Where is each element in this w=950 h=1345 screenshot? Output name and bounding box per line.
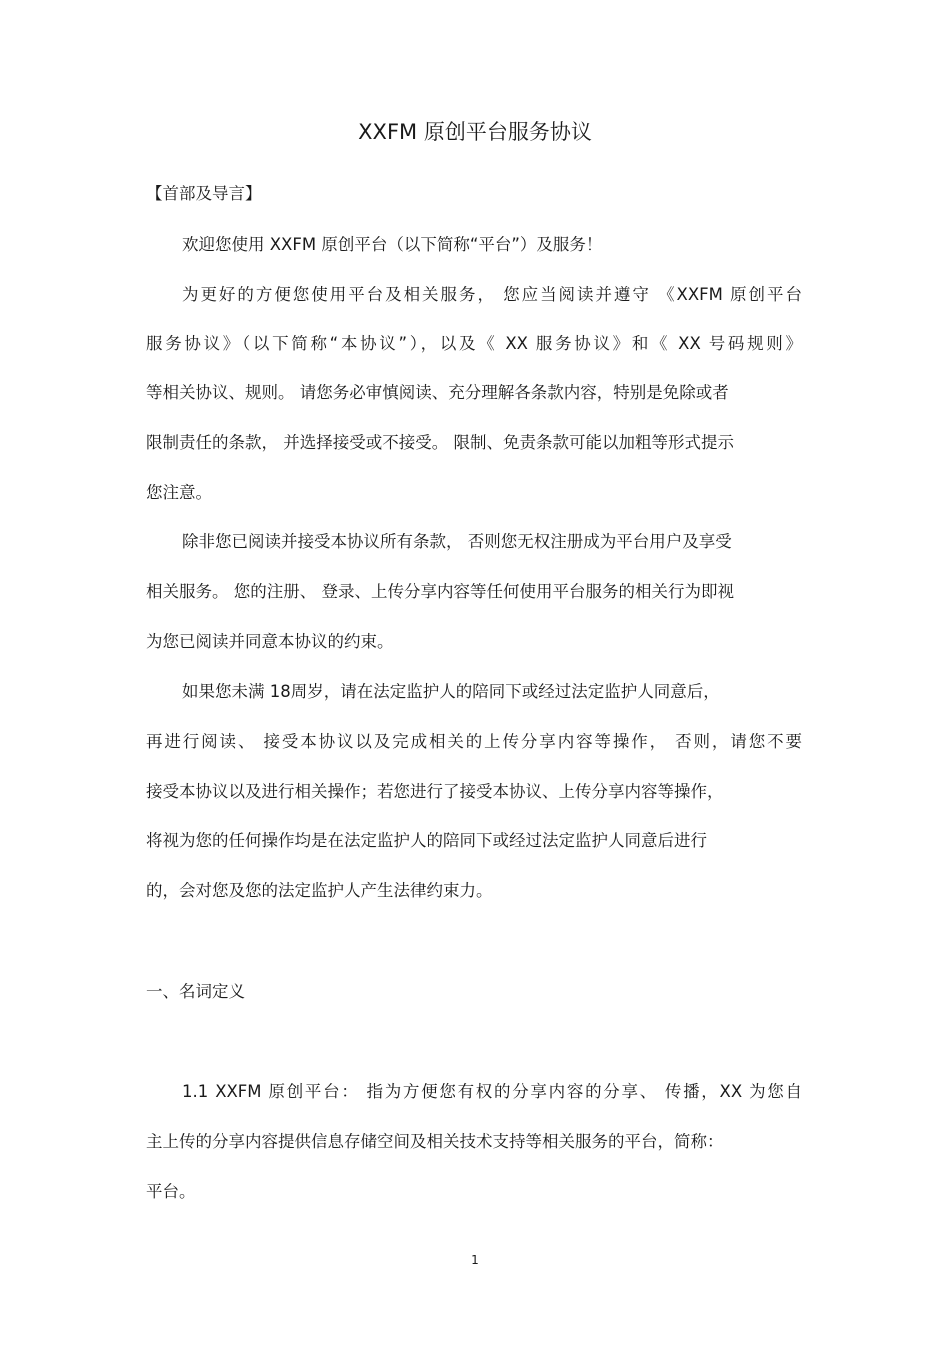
paragraph-line: 相关服务。 您的注册、 登录、上传分享内容等任何使用平台服务的相关行为即视 <box>146 582 734 601</box>
paragraph-line: 您注意。 <box>146 483 212 502</box>
definition-line: 平台。 <box>146 1182 196 1201</box>
paragraph-line: 为更好的方便您使用平台及相关服务， 您应当阅读并遵守 《XXFM 原创平台 <box>182 285 802 304</box>
paragraph-line: 如果您未满 18周岁，请在法定监护人的陪同下或经过法定监护人同意后， <box>182 682 720 701</box>
paragraph-line: 限制责任的条款， 并选择接受或不接受。 限制、免责条款可能以加粗等形式提示 <box>146 433 734 452</box>
definition-line: 主上传的分享内容提供信息存储空间及相关技术支持等相关服务的平台，简称： <box>146 1132 724 1151</box>
paragraph-line: 接受本协议以及进行相关操作；若您进行了接受本协议、上传分享内容等操作， <box>146 782 724 801</box>
paragraph-line: 等相关协议、规则。 请您务必审慎阅读、充分理解各条款内容，特别是免除或者 <box>146 383 729 402</box>
paragraph-line: 再进行阅读、 接受本协议以及完成相关的上传分享内容等操作， 否则，请您不要 <box>146 732 802 751</box>
paragraph-line: 除非您已阅读并接受本协议所有条款， 否则您无权注册成为平台用户及享受 <box>182 532 732 551</box>
paragraph-line: 为您已阅读并同意本协议的约束。 <box>146 632 394 651</box>
paragraph-line: 服务协议》（以下简称“本协议”），以及《 XX 服务协议》和《 XX 号码规则》 <box>146 334 802 353</box>
document-title: XXFM 原创平台服务协议 <box>358 120 592 144</box>
definition-line: 1.1 XXFM 原创平台： 指为方便您有权的分享内容的分享、 传播，XX 为您自 <box>182 1082 802 1101</box>
paragraph-line: 的，会对您及您的法定监护人产生法律约束力。 <box>146 881 493 900</box>
paragraph-line: 欢迎您使用 XXFM 原创平台（以下简称“平台”）及服务！ <box>182 235 603 254</box>
page-number: 1 <box>471 1253 479 1267</box>
preface-heading: 【首部及导言】 <box>146 184 262 203</box>
section-heading: 一、名词定义 <box>146 982 245 1001</box>
paragraph-line: 将视为您的任何操作均是在法定监护人的陪同下或经过法定监护人同意后进行 <box>146 831 707 850</box>
